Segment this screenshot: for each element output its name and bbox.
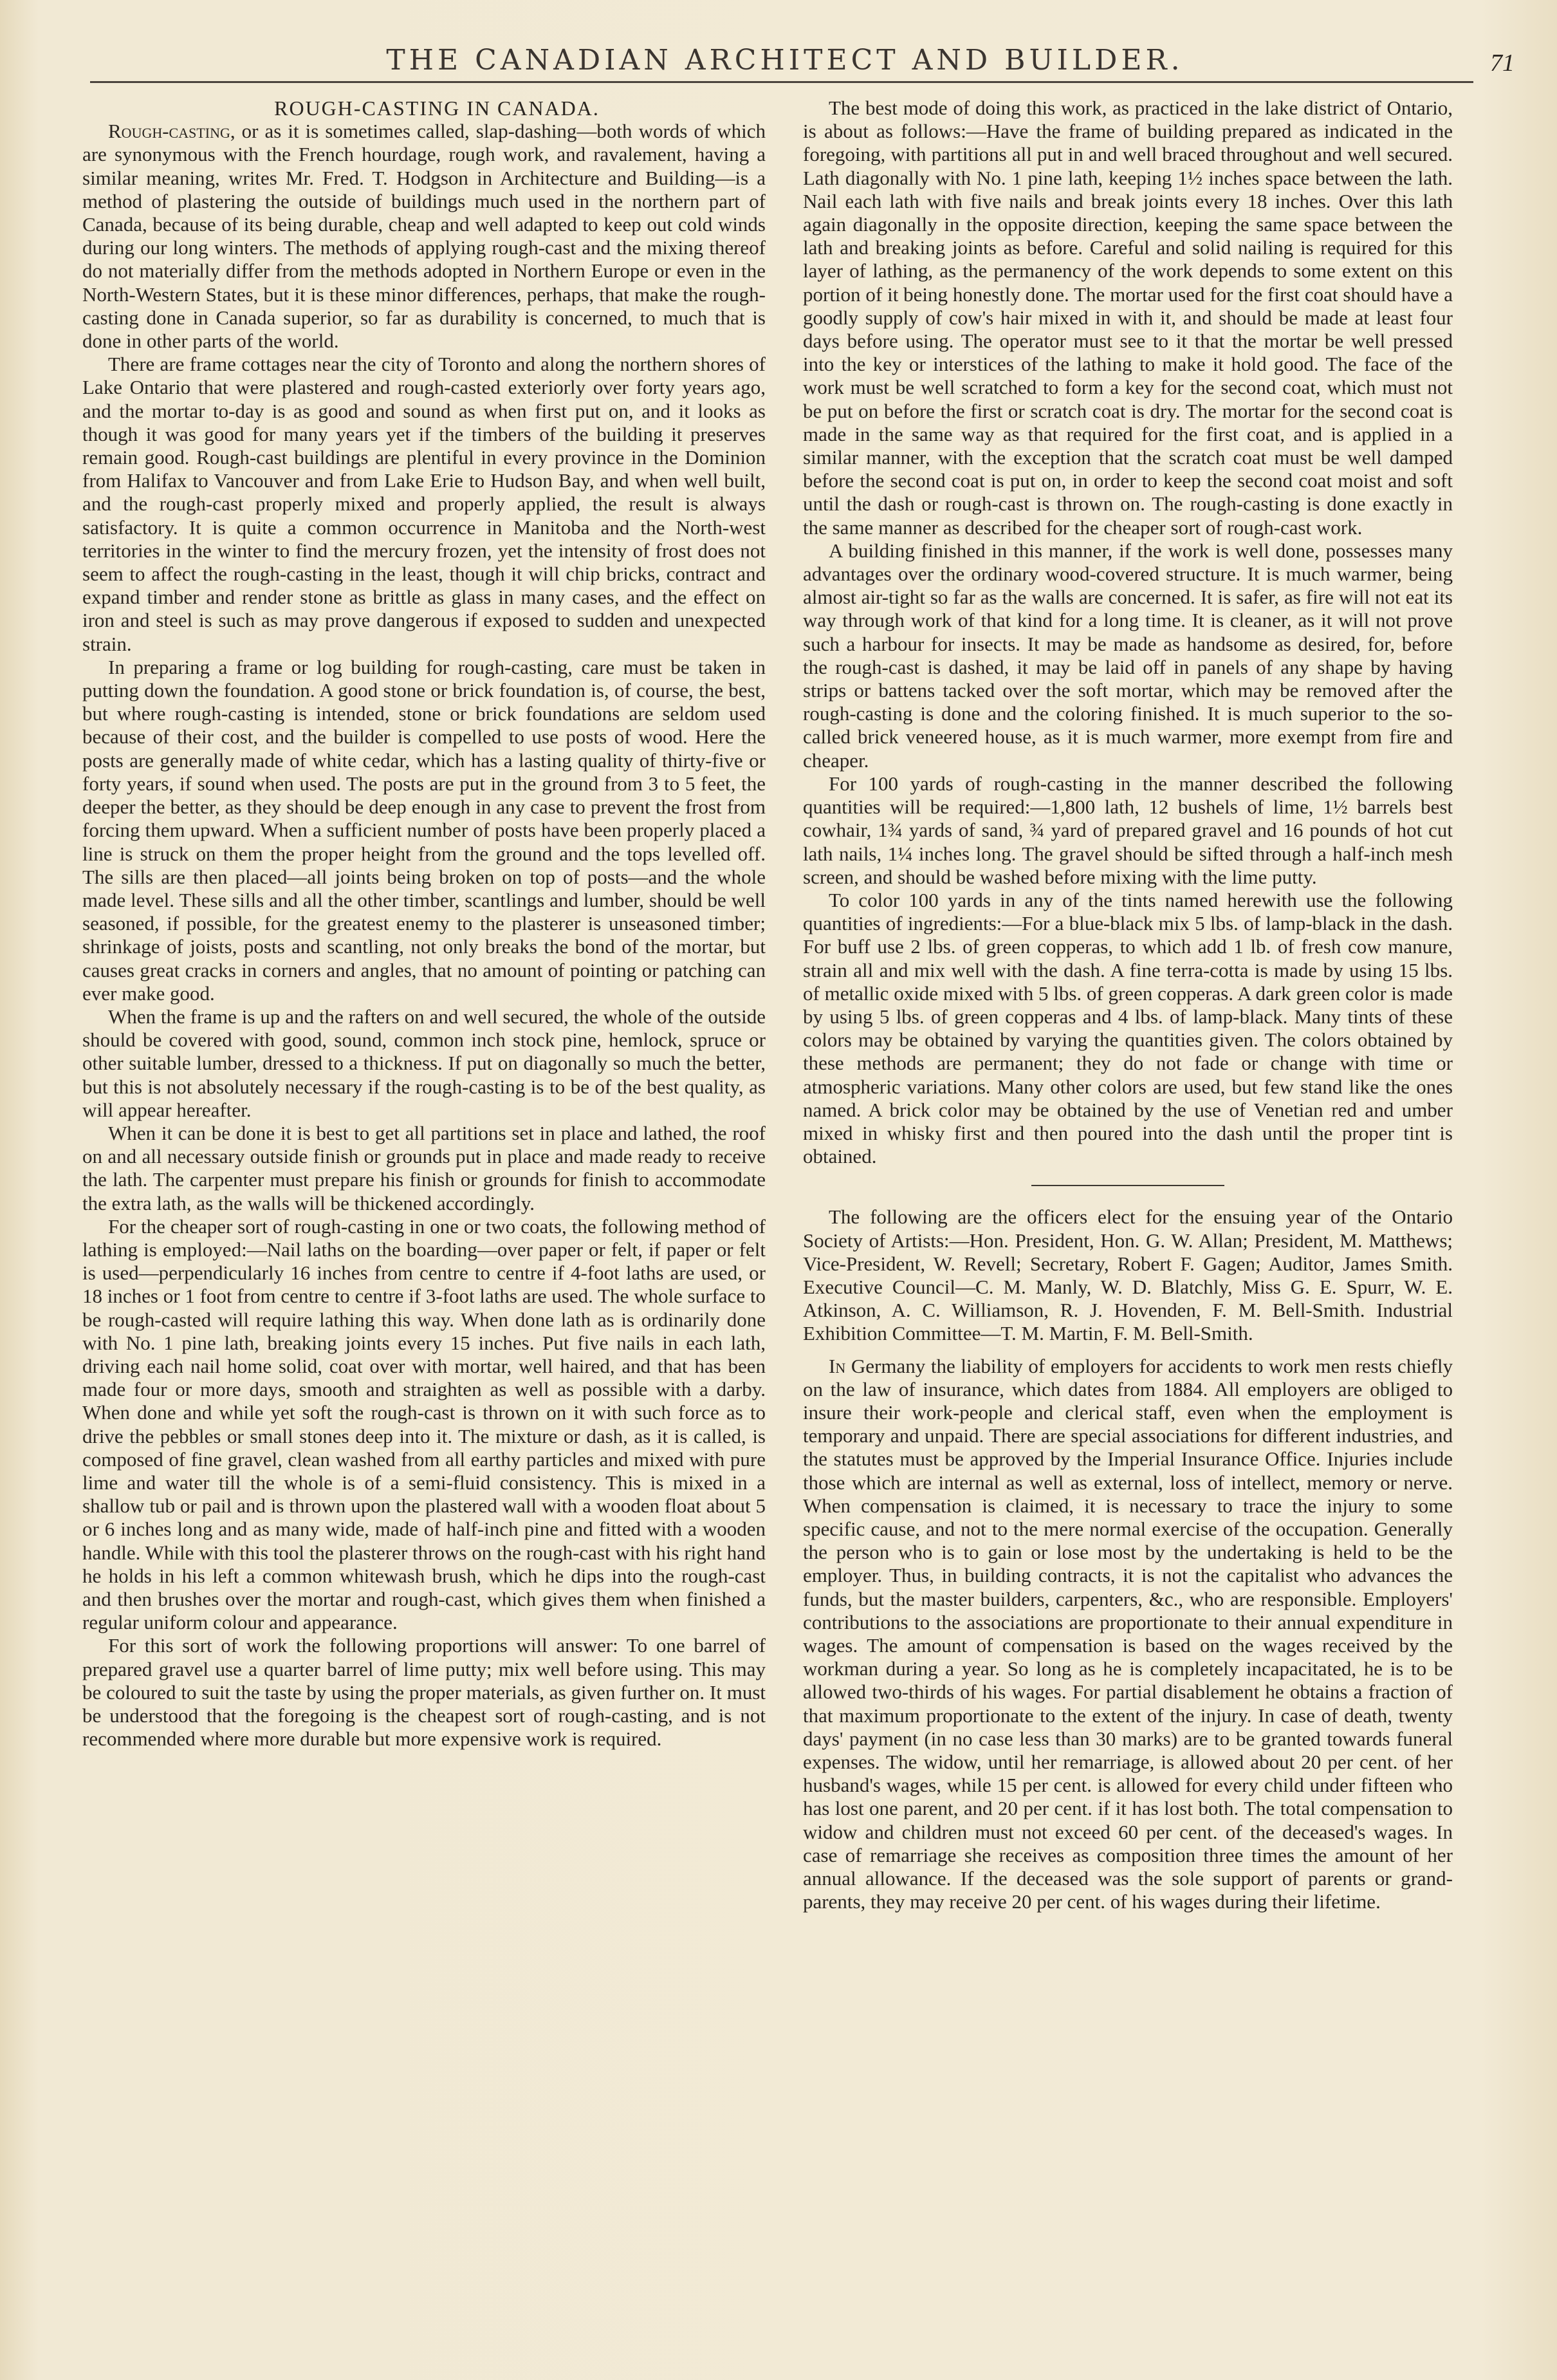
article-paragraph: When it can be done it is best to get all partitions set in place and lathed, the roof on and all necessary outside finish or grounds put in place and made ready to receive the lath. The carpenter must prepare his finish or grounds for finish to accommodate the extra lath, as the walls will be thickened accordingly. — [82, 1121, 766, 1214]
right-column — [803, 97, 1453, 1913]
officers-notice: The following are the officers elect for the ensuing year of the Ontario Society of Artists:—Hon. President, Hon. G. W. Allan; President, M. Matthews; Vice-President, W. Revell; Secretary, Robert F. Gagen; Auditor, James Smith. Executive Council—C. M. Manly, W. D. Blatchly, Miss G. E. Spurr, W. E. Atkinson, A. C. Williamson, R. J. Hovenden, F. M. Bell-Smith. Industrial Exhibition Committee—T. M. Martin, F. M. Bell-Smith. — [803, 1205, 1453, 1345]
article-paragraph: For 100 yards of rough-casting in the manner described the following quantities will be required:—1,800 lath, 12 bushels of lime, 1½ barrels best cowhair, 1¾ yards of sand, ¾ yard of prepared gravel and 16 pounds of hot cut lath nails, 1¼ inches long. The gravel should be sifted through a half-inch mesh screen, and should be washed before mixing with the lime putty. — [803, 772, 1453, 888]
journal-title: THE CANADIAN ARCHITECT AND BUILDER. — [386, 44, 1184, 77]
lead-word: Rough-casting, — [108, 120, 235, 143]
article-paragraph: Rough-casting, or as it is sometimes called, slap-dashing—both words of which are synonymous with the French hourdage, rough work, and ravalement, having a similar meaning, writes Mr. Fred. T. Hodgson in Architecture and Building—is a method of plastering the outside of buildings much used in the northern part of Canada, because of its being durable, cheap and well adapted to keep out cold winds during our long winters. The methods of applying rough-cast and the mixing thereof do not materially differ from the methods adopted in Northern Europe or even in the North-Western States, but it is these minor differences, perhaps, that make the rough-casting done in Canada superior, so far as durability is concerned, to much that is done in other parts of the world. — [82, 120, 766, 353]
article-paragraph: There are frame cottages near the city of Toronto and along the northern shores of Lake Ontario that were plastered and rough-casted exteriorly over forty years ago, and the mortar to-day is as good and sound as when first put on, and it looks as though it was good for many years yet if the timbers of the building it preserves remain good. Rough-cast buildings are plentiful in every province in the Dominion from Halifax to Vancouver and from Lake Erie to Hudson Bay, and when well built, and the rough-cast properly mixed and properly applied, the result is always satisfactory. It is quite a common occurrence in Manitoba and the North-west territories in the winter to find the mercury frozen, yet the intensity of frost does not seem to affect the rough-casting in the least, though it will chip bricks, contract and expand timber and render stone as brittle as glass in many cases, and the effect on iron and steel is such as may prove dangerous if exposed to sudden and unexpected strain. — [82, 353, 766, 655]
lead-word: In — [829, 1354, 846, 1377]
article-headline: ROUGH-CASTING IN CANADA. — [274, 97, 600, 120]
left-column — [82, 97, 766, 1751]
article-paragraph: When the frame is up and the rafters on and well secured, the whole of the outside should be covered with good, sound, common inch stock pine, hemlock, spruce or other suitable lumber, dressed to a thickness. If put on diagonally so much the better, but this is not absolutely necessary if the rough-casting is to be of the best quality, as will appear hereafter. — [82, 1005, 766, 1121]
article-paragraph: In preparing a frame or log building for rough-casting, care must be taken in putting down the foundation. A good stone or brick foundation is, of course, the best, but where rough-casting is intended, stone or brick foundations are seldom used because of their cost, and the builder is compelled to use posts of wood. Here the posts are generally made of white cedar, which has a lasting quality of thirty-five or forty years, if sound when used. The posts are put in the ground from 3 to 5 feet, the deeper the better, as they should be deep enough in any case to prevent the frost from forcing them upward. When a sufficient number of posts have been properly placed a line is struck on them the proper height from the ground and the tops levelled off. The sills are then placed—all joints being broken on top of posts—and the whole made level. These sills and all the other timber, scantlings and lumber, should be well seasoned, if possible, for the greatest enemy to the plasterer is unseasoned timber; shrinkage of joists, posts and scantling, not only breaks the bond of the mortar, but causes great cracks in corners and angles, that no amount of pointing or patching can ever make good. — [82, 655, 766, 1005]
page-number: 71 — [1490, 50, 1515, 77]
article-paragraph: A building finished in this manner, if the work is well done, possesses many advantages over the ordinary wood-covered structure. It is much warmer, being almost air-tight so far as the walls are concerned. It is safer, as fire will not eat its way through work of that kind for a long time. It is cleaner, as it will not prove such a harbour for insects. It may be made as handsome as desired, for, before the rough-cast is dashed, it may be laid off in panels of any shape by having strips or battens tacked over the soft mortar, which may be removed after the rough-casting is done and the coloring finished. It is much superior to the so-called brick veneered house, as it is much warmer, more exempt from fire and cheaper. — [803, 539, 1453, 772]
article-paragraph: To color 100 yards in any of the tints named herewith use the following quantities of ingredients:—For a blue-black mix 5 lbs. of lamp-black in the dash. For buff use 2 lbs. of green copperas, to which add 1 lb. of fresh cow manure, strain all and mix well with the dash. A fine terra-cotta is made by using 15 lbs. of metallic oxide mixed with 5 lbs. of green copperas. A dark green color is made by using 5 lbs. of green copperas and 4 lbs. of lamp-black. Many tints of these colors may be obtained by varying the quantities given. The colors obtained by these methods are permanent; they do not fade or change with time or atmospheric variations. Many other colors are used, but few stand like the ones named. A brick color may be obtained by the use of Venetian red and umber mixed in whisky first and then poured into the dash until the proper tint is obtained. — [803, 888, 1453, 1168]
germany-notice: In Germany the liability of employers for accidents to work men rests chiefly on the law of insurance, which dates from 1884. All employers are obliged to insure their work-people and clerical staff, even when the employment is temporary and unpaid. There are special associations for different industries, and the statutes must be approved by the Imperial Insurance Office. Injuries include those which are internal as well as external, loss of intellect, memory or nerve. When compensation is claimed, it is necessary to trace the injury to some specific cause, and not to the mere normal exercise of the occupation. Generally the person who is to gain or lose most by the undertaking is held to be the employer. Thus, in building contracts, it is not the capitalist who advances the funds, but the master builders, carpenters, &c., who are responsible. Employers' contributions to the associations are proportionate to their annual expenditure in wages. The amount of compensation is based on the wages received by the workman during a year. So long as he is completely incapacitated, he is to be allowed two-thirds of his wages. For partial disablement he obtains a fraction of that maximum proportionate to the extent of the injury. In case of death, twenty days' payment (in no case less than 30 marks) are to be granted towards funeral expenses. The widow, until her remarriage, is allowed about 20 per cent. of her husband's wages, while 15 per cent. is allowed for every child under fifteen who has lost one parent, and 20 per cent. if it has lost both. The total compensation to widow and children must not exceed 60 per cent. of the deceased's wages. In case of remarriage she receives as composition three times the amount of her annual allowance. If the deceased was the sole support of parents or grand-parents, they may receive 20 per cent. of his wages during their lifetime. — [803, 1354, 1453, 1913]
section-divider — [1031, 1185, 1224, 1186]
running-head — [0, 37, 1557, 82]
header-rule — [90, 81, 1473, 83]
article-paragraph: The best mode of doing this work, as practiced in the lake district of Ontario, is about as follows:—Have the frame of building prepared as indicated in the foregoing, with partitions all put in and well braced throughout and well secured. Lath diagonally with No. 1 pine lath, keeping 1½ inches space between the lath. Nail each lath with five nails and break joints every 18 inches. Over this lath again diagonally in the opposite direction, keeping the same space between the lath and breaking joints as before. Careful and solid nailing is required for this layer of lathing, as the permanency of the work depends to some extent on this portion of it being honestly done. The mortar used for the first coat should have a goodly supply of cow's hair mixed in with it, and should be made at least four days before using. The operator must see to it that the mortar be well pressed into the key or interstices of the lathing to make it hold good. The face of the work must be well scratched to form a key for the second coat, which must not be put on before the first or scratch coat is dry. The mortar for the second coat is made in the same way as that required for the first coat, and is applied in a similar manner, with the exception that the scratch coat must be well damped before the second coat is put on, in order to keep the second coat moist and soft until the dash or rough-cast is thrown on. The rough-casting is done exactly in the same manner as described for the cheaper sort of rough-cast work. — [803, 97, 1453, 539]
article-paragraph: For the cheaper sort of rough-casting in one or two coats, the following method of lathing is employed:—Nail laths on the boarding—over paper or felt, if paper or felt is used—perpendicularly 16 inches from centre to centre if 4-foot laths are used, or 18 inches or 1 foot from centre to centre if 3-foot laths are used. The whole surface to be rough-casted will require lathing this way. When done lath as is ordinarily done with No. 1 pine lath, breaking joints every 15 inches. Put five nails in each lath, driving each nail home solid, coat over with mortar, well haired, and that has been made four or more days, smooth and straighten as well as possible with a darby. When done and while yet soft the rough-cast is thrown on it with such force as to drive the pebbles or small stones deep into it. The mixture or dash, as it is called, is composed of fine gravel, clean washed from all earthy particles and mixed with pure lime and water till the whole is of a semi-fluid consistency. This is mixed in a shallow tub or pail and is thrown upon the plastered wall with a wooden float about 5 or 6 inches long and as many wide, made of half-inch pine and fitted with a wooden handle. While with this tool the plasterer throws on the rough-cast with his right hand he holds in his left a common whitewash brush, which he dips into the rough-cast and then brushes over the mortar and rough-cast, which gives them when finished a regular uniform colour and appearance. — [82, 1214, 766, 1634]
article-paragraph: For this sort of work the following proportions will answer: To one barrel of prepared gravel use a quarter barrel of lime putty; mix well before using. This may be coloured to suit the taste by using the proper materials, as given further on. It must be understood that the foregoing is the cheapest sort of rough-casting, and is not recommended where more durable but more expensive work is required. — [82, 1634, 766, 1751]
